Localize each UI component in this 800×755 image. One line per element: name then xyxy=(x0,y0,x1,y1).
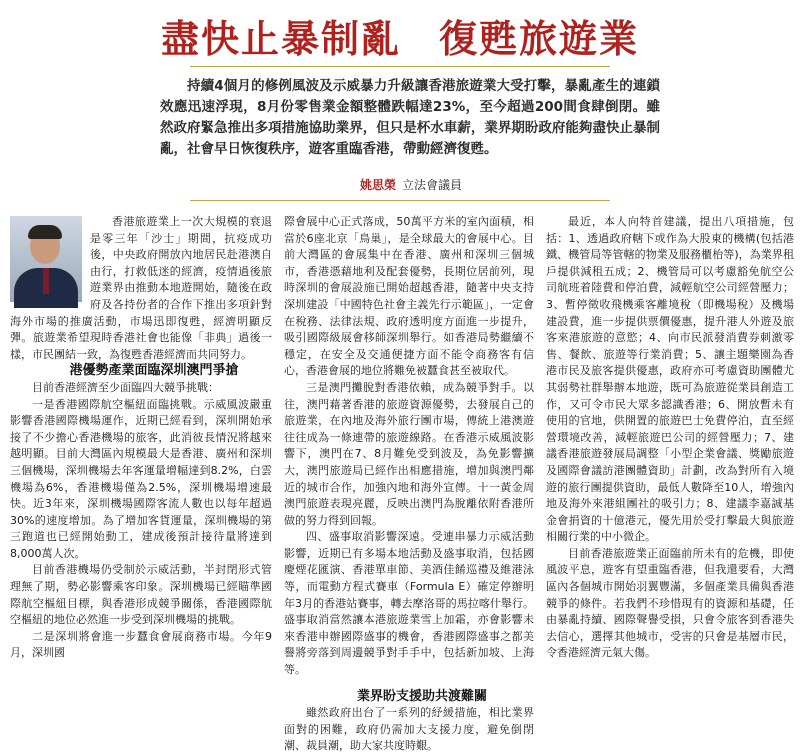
title-part-1: 盡快止暴制亂 xyxy=(160,16,401,61)
col1-para-2: 目前香港經濟至少面臨四大競爭挑戰： xyxy=(32,380,219,394)
col1-para-3: 一是香港國際航空樞紐面臨挑戰。示威風波嚴重影響香港國際機場運作，近期已經看到，深圳開始承接了不少擔心香港機場的旅客，此消彼長情況將越來越明顯。目前大灣區內規模最大是香港、廣州和深圳三個機場，深圳機場去年客運量增幅達到8.2%，白雲機場為6%，香港機場僅為2.5%，深圳機場增速最快。近3年來，深圳機場國際客流人數也以每年超過30%的速度增加。為了增加客貨運量，深圳機場的第三跑道也已經開始動工，建成後預計接待量將達到8,000萬人次。 xyxy=(10,397,272,560)
col1-para-4: 目前香港機場仍受制於示威活動，半封閉形式管理無了期，勢必影響乘客印象。深圳機場已經瞄準國際航空樞紐目標，與香港形成競爭關係，香港國際航空樞紐的地位必然進一步受到深圳機場的挑戰。 xyxy=(10,563,272,627)
col3-para-1: 最近，本人向特首建議，提出八項措施，包括：1、透過政府轄下或作為大股東的機構(包括港鐵、機管局等管轄的物業及服務櫃枱等)，為業界租戶提供減租五成；2、機管局可以考慮豁免航空公司航班着陸費和停泊費，減輕航空公司經營壓力；3、暫停徵收飛機乘客離境稅（即機場稅）及機場建設費，進一步提供票價優惠，提升港人外遊及旅客來港旅遊的意慾；4、向市民派發消費券刺激零售、餐飲、旅遊等行業消費；5、讓主題樂園為香港市民及旅客提供優惠，政府亦可考慮資助團體尤其弱勢社群舉辦本地遊，既可為旅遊從業員創造工作，又可令市民大眾多認識香港；6、開放暫未有使用的官地，供開置的旅遊巴士免費停泊，直至經營環境改善，減輕旅遊巴公司的經營壓力；7、建議香港旅遊發展局調整「小型企業會議、獎勵旅遊及國際會議訪港團體資助」計劃，改為對所有入境遊的旅行團提供資助，最低人數降至10人，增強內地及海外來港組團社的吸引力；8、建議李嘉誠基金會捐資的十億港元，優先用於受打擊最大與旅遊相關行業的中小微企。 xyxy=(546,215,794,544)
column-2 xyxy=(284,214,534,753)
col2-para-3: 四、盛事取消影響深遠。受連串暴力示威活動影響，近期已有多場本地活動及盛事取消，包括國慶煙花匯演、香港單車節、美酒佳餚巡禮及維港泳等，而電動方程式賽車（Formula E）確定停辦明年3月的香港站賽事，轉去摩洛哥的馬拉喀什舉行。盛事取消當然讓本港旅遊業雪上加霜，亦會影響未來香港申辦國際盛事的機會，香港國際盛事之都美譽將旁落到周邊競爭對手手中，包括新加坡、上海等。 xyxy=(284,530,534,677)
col2-para-1: 際會展中心正式落成，50萬平方米的室內面積，相當於6座北京「鳥巢」，是全球最大的會展中心。目前大灣區的會展集中在香港、廣州和深圳三個城市，香港憑藉地利及配套優勢，長期位居前列，現時深圳的會展設施已開始超越香港，隨著中央支持深圳建設「中國特色社會主義先行示範區」，一定會在稅務、法律法規、政府透明度方面進一步提升，吸引國際級展會移師深圳舉行。如香港局勢繼續不穩定，在安全及交通便捷方面不能令商務客有信心，香港會展的地位將難免被蠶食甚至被取代。 xyxy=(284,215,534,378)
col1-subheading: 港優勢產業面臨深圳澳門爭搶 xyxy=(69,363,239,379)
lede-top-rule xyxy=(190,66,610,67)
col3-para-2: 目前香港旅遊業正面臨前所未有的危機，即使風波平息，遊客有望重臨香港，但我還要看，大灣區內各個城市開始羽翼豐滿，多個產業具備與香港競爭的條件。若我們不珍惜現有的資源和基礎，任由暴亂持續、國際聲譽受損，只會令旅客到香港失去信心，選擇其他城市，受害的只會是基層市民，令香港經濟元氣大傷。 xyxy=(546,546,794,660)
article-title xyxy=(0,8,800,63)
column-1 xyxy=(10,214,272,719)
col1-para-5: 二是深圳將會進一步蠶食會展商務市場。今年9月，深圳國 xyxy=(10,629,272,660)
author-name: 姚思榮 xyxy=(360,178,397,192)
author-portrait-icon xyxy=(10,216,82,302)
article-lede: 持續4個月的修例風波及示威暴力升級讓香港旅遊業大受打擊，暴亂產生的連鎖效應迅速浮現，8月份零售業金額整體跌幅達23%，至今超過200間食肆倒閉。雖然政府緊急推出多項措施協助業界，但只是杯水車薪，業界期盼政府能夠盡快止暴制亂，社會早日恢復秩序，遊客重臨香港，帶動經濟復甦。 xyxy=(160,78,660,157)
col2-para-4: 雖然政府出台了一系列的紓緩措施，相比業界面對的困難，政府仍需加大支援力度，避免倒閉潮、裁員潮，助大家共度時艱。 xyxy=(284,706,534,753)
lede-bottom-rule xyxy=(190,200,610,201)
author-role: 立法會議員 xyxy=(402,178,463,192)
col2-para-2: 三是澳門攤脫對香港依賴，成為競爭對手。以往，澳門藉著香港的旅遊資源優勢，去發展自己的旅遊業，在內地及海外旅行團市場，傳統上港澳遊往往成為一條連帶的旅遊線路。在香港示威風波影響下，澳門在7、8月難免受到波及，為免影響擴大，澳門旅遊局已經作出相應措施，增加與澳門鄰近的城市合作，加強內地和海外宣傳。十一黃金周澳門旅遊表現亮麗，反映出澳門為脫離依附香港所做的努力得到回報。 xyxy=(284,380,534,527)
column-3 xyxy=(546,214,794,719)
col1-para-1: 香港旅遊業上一次大規模的衰退是零三年「沙士」期間，抗疫成功後，中央政府開放內地居民赴港澳自由行，打救低迷的經濟，疫情過後旅遊業界由推動本地遊開始，隨後在政府及各持份者的合作下推出多項針對海外市場的推廣活動，市場迅即復甦，經濟明顯反彈。旅遊業希望現時香港社會也能像「非典」過後一樣，市民團結一致，為復甦香港經濟而共同努力。 xyxy=(10,215,272,361)
col2-subheading: 業界盼支援助共渡難關 xyxy=(356,688,487,704)
byline xyxy=(360,176,462,193)
title-part-2: 復甦旅遊業 xyxy=(439,16,640,61)
